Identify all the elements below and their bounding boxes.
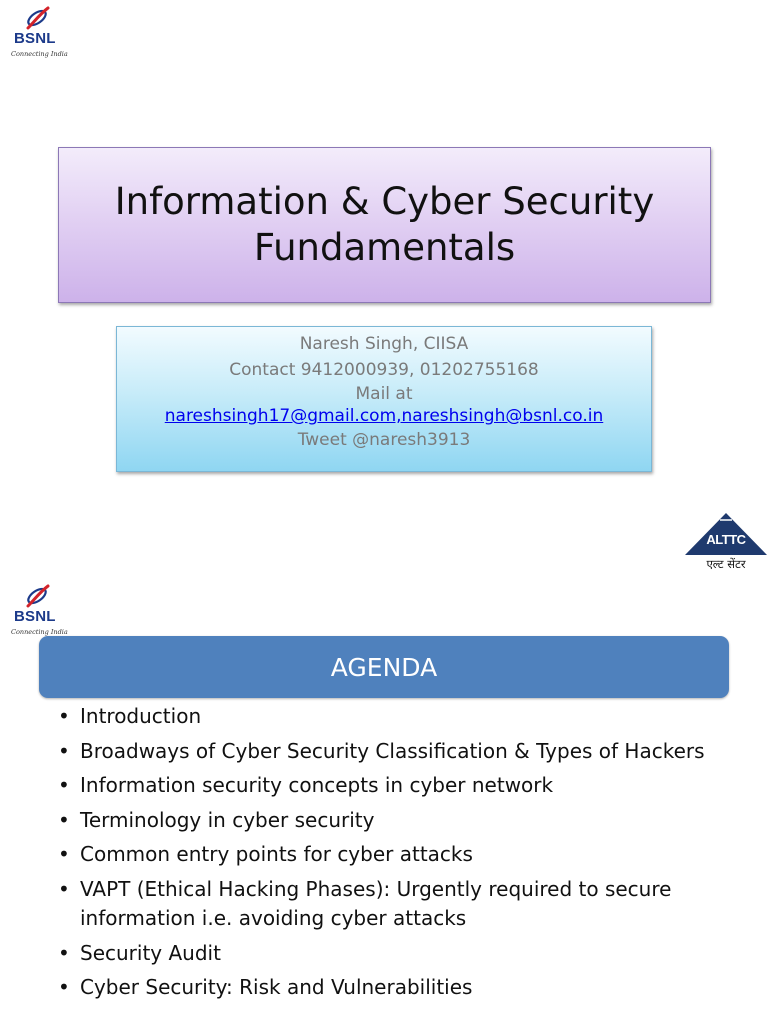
agenda-item-text: Security Audit	[80, 940, 221, 965]
bsnl-logo	[6, 582, 68, 640]
agenda-header	[39, 636, 729, 698]
bsnl-wordmark: BSNL	[14, 608, 56, 625]
agenda-item	[58, 737, 738, 767]
bullet-icon: •	[58, 807, 70, 832]
bullet-icon: •	[58, 940, 70, 965]
twitter-handle: Tweet @naresh3913	[297, 430, 471, 450]
title-box	[58, 147, 711, 303]
agenda-item	[58, 939, 738, 969]
bullet-icon: •	[58, 738, 70, 763]
agenda-item	[58, 806, 738, 836]
bullet-icon: •	[58, 704, 70, 728]
alttc-logo	[684, 512, 768, 576]
bsnl-wordmark: BSNL	[14, 30, 56, 47]
agenda-item-text: Broadways of Cyber Security Classification & Types of Hackers	[80, 738, 705, 763]
contact-box	[116, 326, 652, 472]
agenda-item	[58, 771, 738, 801]
bullet-icon: •	[58, 842, 70, 866]
agenda-title: AGENDA	[330, 652, 438, 682]
agenda-item	[58, 875, 738, 934]
agenda-item-text: Information security concepts in cyber network	[80, 773, 554, 797]
agenda-item-text: VAPT (Ethical Hacking Phases): Urgently required to secure information i.e. avoiding cyber attacks	[80, 876, 672, 930]
bullet-icon: •	[58, 876, 70, 901]
slide-title: Information & Cyber Security Fundamentals	[114, 180, 655, 269]
alttc-hindi-label: एल्ट सेंटर	[706, 557, 746, 571]
bsnl-logo	[6, 4, 68, 62]
agenda-item	[58, 973, 738, 1003]
agenda-item	[58, 840, 738, 870]
agenda-item-text: Common entry points for cyber attacks	[80, 842, 473, 866]
bsnl-tagline: Connecting India	[11, 628, 68, 636]
agenda-item-text: Terminology in cyber security	[80, 807, 375, 832]
alttc-label: ALTTC	[706, 532, 746, 547]
agenda-item-text: Cyber Security: Risk and Vulnerabilities	[80, 975, 473, 999]
bullet-icon: •	[58, 773, 70, 797]
bsnl-tagline: Connecting India	[11, 50, 68, 58]
agenda-slide	[0, 576, 768, 1024]
bullet-icon: •	[58, 975, 70, 999]
agenda-item-text: Introduction	[80, 704, 202, 728]
presenter-name: Naresh Singh, CIISA	[299, 334, 469, 354]
contact-phone: Contact 9412000939, 01202755168	[229, 360, 539, 380]
email-link[interactable]: nareshsingh17@gmail.com,nareshsingh@bsnl.co.in	[164, 406, 604, 426]
agenda-item	[58, 702, 738, 732]
agenda-list	[58, 702, 738, 1008]
mail-label: Mail at	[355, 384, 413, 404]
